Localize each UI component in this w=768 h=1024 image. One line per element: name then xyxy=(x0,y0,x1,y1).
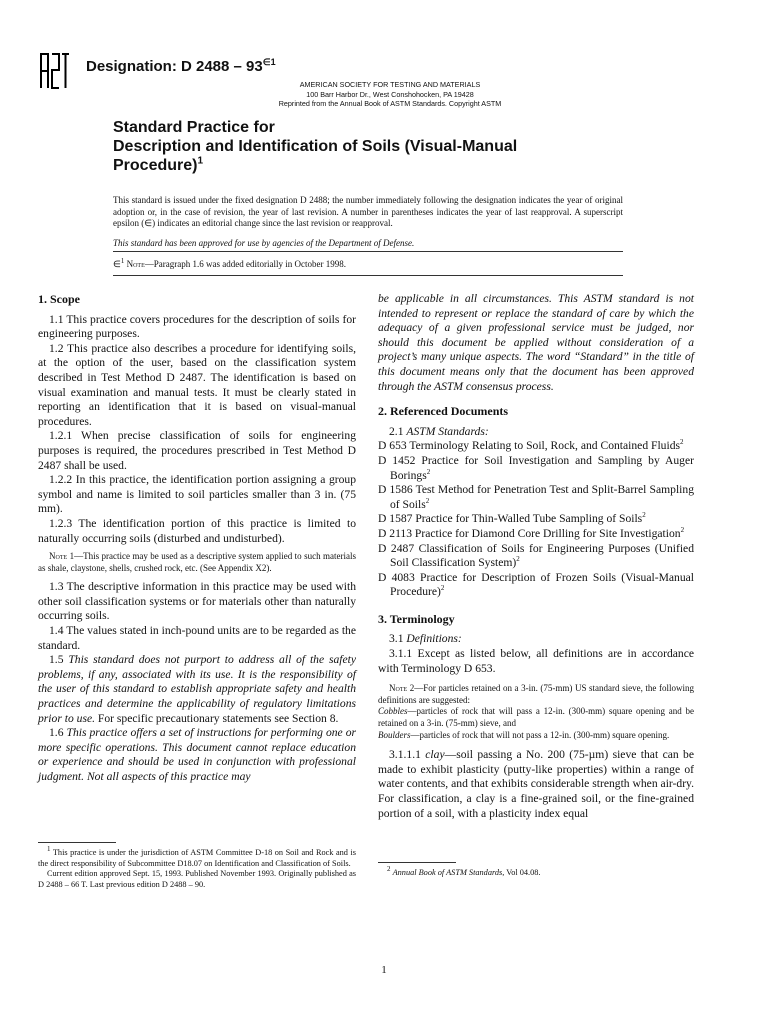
divider xyxy=(113,251,623,252)
approval-statement: This standard has been approved for use by agencies of the Department of Defense. xyxy=(113,238,415,248)
reference-item: D 4083 Practice for Description of Frozen Soils (Visual-Manual Procedure)$^2$ xyxy=(378,570,694,599)
paragraph-1-1: 1.1 This practice covers procedures for the description of soils for engineering purposes. xyxy=(38,312,356,341)
paragraph-1-2: 1.2 This practice also describes a procedure for identifying soils, at the option of the user, based on the classification system described in Test Method D 2487. The identification is based on visual examination and manual tests. It must be clearly stated in reporting an identification that it is based on visual-manual procedures. xyxy=(38,341,356,428)
paragraph-3-1: 3.1 Definitions: xyxy=(389,632,462,646)
reference-item: D 1586 Test Method for Penetration Test and Split-Barrel Sampling of Soils$^2$ xyxy=(378,483,694,511)
paragraph-3-1-1: 3.1.1 Except as listed below, all definitions are in accordance with Terminology D 653. xyxy=(378,647,694,675)
note-1: Note 1—This practice may be used as a descriptive system applied to such materials as shale, claystone, shells, crushed rock, etc. (See Appendix X2). xyxy=(38,551,356,573)
astm-logo xyxy=(38,50,72,90)
org-name: AMERICAN SOCIETY FOR TESTING AND MATERIALS xyxy=(299,80,481,89)
paragraph-1-4: 1.4 The values stated in inch-pound units are to be regarded as the standard. xyxy=(38,624,356,652)
reference-item: D 1452 Practice for Soil Investigation and Sampling by Auger Borings$^2$ xyxy=(378,453,694,482)
section-heading-scope: 1. Scope xyxy=(38,292,80,306)
paragraph-2-1: 2.1 ASTM Standards: xyxy=(389,424,489,438)
reprint-notice: Reprinted from the Annual Book of ASTM Standards. Copyright ASTM xyxy=(278,99,502,109)
note-2: Note 2—For particles retained on a 3-in. (75-mm) US standard sieve, the following definitions are suggested: xyxy=(378,683,694,705)
cobbles-definition: Cobbles—particles of rock that will pass a 12-in. (300-mm) square opening and be retained on a 3-in. (75-mm) sieve, and xyxy=(378,706,694,729)
reference-item: D 2487 Classification of Soils for Engineering Purposes (Unified Soil Classification System)$^2$ xyxy=(378,541,694,570)
paragraph-1-2-1: 1.2.1 When precise classification of soils for engineering purposes is required, the procedures prescribed in Test Method D 2487 shall be used. xyxy=(38,429,356,472)
paragraph-1-2-3: 1.2.3 The identification portion of this practice is limited to naturally occurring soils (disturbed and undisturbed). xyxy=(38,516,356,545)
document-title: Standard Practice for Description and Identification of Soils (Visual-Manual Procedure)$^1$ xyxy=(113,119,518,174)
paragraph-1-5: 1.5 This standard does not purport to address all of the safety problems, if any, associated with its use. It is the responsibility of the user of this standard to establish appropriate safety and health practices and determine the applicability of regulatory limitations prior to use. For specific precautionary statements see Section 8. xyxy=(38,653,357,725)
note-2-block xyxy=(378,683,694,741)
left-column xyxy=(38,292,356,785)
paragraph-1-2-2: 1.2.2 In this practice, the identification portion assigning a group symbol and name is limited to soil particles smaller than 3 in. (75 mm). xyxy=(38,473,356,516)
section-heading-terminology: 3. Terminology xyxy=(378,611,455,626)
reference-item: D 1587 Practice for Thin-Walled Tube Sampling of Soils$^2$ xyxy=(378,511,646,526)
paragraph-3-1-1-1: 3.1.1.1 clay—soil passing a No. 200 (75-µm) sieve that can be made to exhibit plasticity (putty-like properties) within a range of water contents, and that exhibits considerable strength when air-dry. For classification, a clay is a fine-grained soil, or the fine-grained portion of a soil, with a plasticity index equal xyxy=(378,748,694,820)
publisher-block xyxy=(180,80,600,109)
reference-item: D 653 Terminology Relating to Soil, Rock, and Contained Fluids$^2$ xyxy=(378,438,684,453)
footnote-1: $^1$ This practice is under the jurisdiction of ASTM Committee D-18 on Soil and Rock and is the direct responsibility of Subcommittee D18.07 on Identification and Classification of Soils. Current edition approved Sept. 15, 1993. Published November 1993. Originally published as D 2488 – 66 T. Last previous edition D 2488 – 90. xyxy=(38,845,356,889)
paragraph-1-6: 1.6 This practice offers a set of instructions for performing one or more specific operations. This document cannot replace education or experience and should be used in conjunction with professional judgment. Not all aspects of this practice may xyxy=(38,726,357,783)
footnote-divider xyxy=(378,862,456,863)
footnote-divider xyxy=(38,842,116,843)
section-heading-referenced-documents: 2. Referenced Documents xyxy=(378,404,509,419)
designation: Designation: D $2488 - 93^{\in 1}$ xyxy=(86,57,276,75)
boulders-definition: Boulders—particles of rock that will not pass a 12-in. (300-mm) square opening. xyxy=(378,729,670,740)
issuance-statement: This standard is issued under the fixed designation D 2488; the number immediately following the designation indicates the year of original adoption or, in the case of revision, the year of last revision. A number in parentheses indicates the year of last reapproval. A superscript epsilon (∈) indicates an editorial change since the last revision or reapproval. xyxy=(113,195,623,228)
reference-list xyxy=(378,439,694,600)
footnote-2: $^2$ Annual Book of ASTM Standards, Vol 04.08. xyxy=(387,865,541,877)
paragraph-1-6-continued: be applicable in all circumstances. This ASTM standard is not intended to represent or replace the standard of care by which the adequacy of a given professional service must be judged, nor should this document be applied without consideration of a project’s many unique aspects. The word “Standard” in the title of this document means only that the document has been approved through the ASTM consensus process. xyxy=(378,292,694,393)
editorial-note: ∈$^1$ Note—Paragraph 1.6 was added editorially in October 1998. xyxy=(113,257,346,269)
org-address: 100 Barr Harbor Dr., West Conshohocken, PA 19428 xyxy=(306,89,474,99)
page-number: 1 xyxy=(381,964,387,976)
reference-item: D 2113 Practice for Diamond Core Drilling for Site Investigation$^2$ xyxy=(378,526,685,540)
right-column xyxy=(378,292,694,821)
divider xyxy=(113,275,623,276)
paragraph-1-3: 1.3 The descriptive information in this practice may be used with other soil classification systems or for materials other than naturally occurring soils. xyxy=(38,580,356,623)
